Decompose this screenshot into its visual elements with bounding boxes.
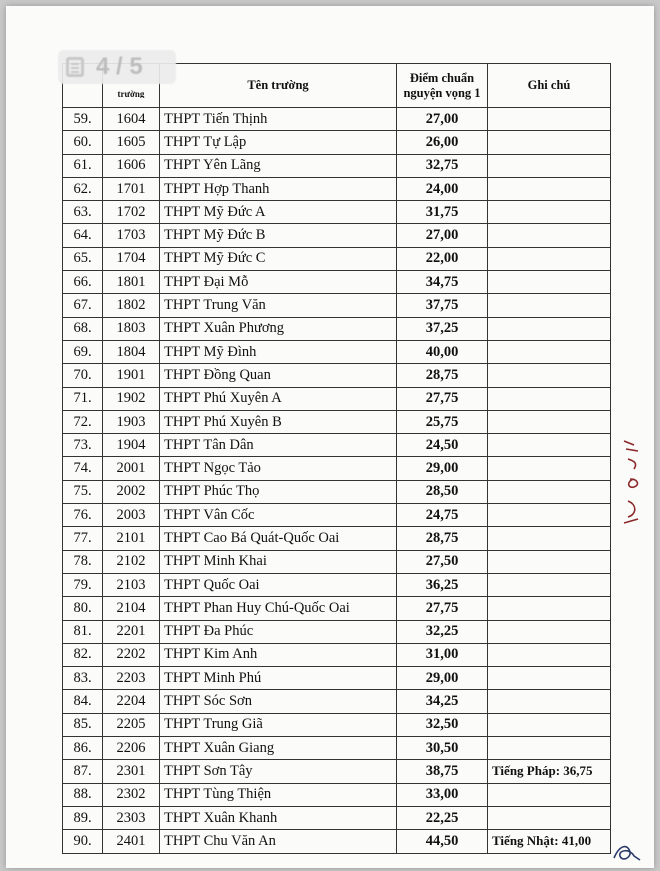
cell-school-code: 1801 [103, 271, 160, 294]
cell-school-name: THPT Phú Xuyên A [160, 387, 397, 410]
cell-school-code: 1605 [103, 131, 160, 154]
table-row [63, 573, 611, 596]
cell-stt: 81. [63, 620, 103, 643]
cell-score: 24,00 [397, 177, 488, 200]
cell-school-code: 1703 [103, 224, 160, 247]
cell-school-code: 1903 [103, 410, 160, 433]
table-row [63, 317, 611, 340]
cell-score: 44,50 [397, 830, 488, 853]
cell-score: 31,00 [397, 643, 488, 666]
cell-note [488, 480, 611, 503]
cell-school-name: THPT Tân Dân [160, 434, 397, 457]
cell-stt: 74. [63, 457, 103, 480]
cell-stt: 83. [63, 667, 103, 690]
cell-stt: 78. [63, 550, 103, 573]
document-icon [66, 57, 84, 77]
cell-score: 38,75 [397, 760, 488, 783]
cell-stt: 75. [63, 480, 103, 503]
cell-note [488, 783, 611, 806]
cell-school-name: THPT Sơn Tây [160, 760, 397, 783]
cell-score: 22,00 [397, 247, 488, 270]
cell-stt: 60. [63, 131, 103, 154]
cell-school-name: THPT Đồng Quan [160, 364, 397, 387]
cell-school-name: THPT Chu Văn An [160, 830, 397, 853]
cell-school-name: THPT Minh Phú [160, 667, 397, 690]
cell-school-code: 2003 [103, 504, 160, 527]
cell-stt: 69. [63, 340, 103, 363]
cell-score: 31,75 [397, 201, 488, 224]
cell-school-code: 2102 [103, 550, 160, 573]
cell-school-name: THPT Cao Bá Quát-Quốc Oai [160, 527, 397, 550]
cell-note [488, 504, 611, 527]
cell-score: 27,00 [397, 224, 488, 247]
cell-note [488, 108, 611, 131]
cell-note [488, 620, 611, 643]
cell-note [488, 667, 611, 690]
cell-note [488, 154, 611, 177]
cell-school-name: THPT Tùng Thiện [160, 783, 397, 806]
table-row [63, 364, 611, 387]
table-row [63, 201, 611, 224]
header-code-label: trường [117, 89, 145, 98]
cell-stt: 73. [63, 434, 103, 457]
cell-school-code: 1802 [103, 294, 160, 317]
cell-school-code: 2205 [103, 713, 160, 736]
table-row [63, 410, 611, 433]
cell-school-name: THPT Mỹ Đình [160, 340, 397, 363]
table-row [63, 457, 611, 480]
cell-school-name: THPT Trung Văn [160, 294, 397, 317]
table-row [63, 597, 611, 620]
cell-stt: 63. [63, 201, 103, 224]
cell-school-name: THPT Minh Khai [160, 550, 397, 573]
cell-stt: 62. [63, 177, 103, 200]
cell-stt: 61. [63, 154, 103, 177]
cell-school-name: THPT Phú Xuyên B [160, 410, 397, 433]
cell-stt: 64. [63, 224, 103, 247]
cell-stt: 86. [63, 737, 103, 760]
table-row [63, 760, 611, 783]
cell-note [488, 597, 611, 620]
cell-school-name: THPT Phan Huy Chú-Quốc Oai [160, 597, 397, 620]
cell-stt: 68. [63, 317, 103, 340]
header-score-line1: Điểm chuẩn [409, 70, 475, 85]
cell-school-code: 1904 [103, 434, 160, 457]
cell-score: 25,75 [397, 410, 488, 433]
cell-note: Tiếng Pháp: 36,75 [488, 760, 611, 783]
cell-school-code: 1702 [103, 201, 160, 224]
cell-stt: 79. [63, 573, 103, 596]
cell-note [488, 340, 611, 363]
table-row [63, 387, 611, 410]
cell-school-code: 1804 [103, 340, 160, 363]
table-row [63, 177, 611, 200]
table-row [63, 271, 611, 294]
cell-stt: 65. [63, 247, 103, 270]
table-row [63, 224, 611, 247]
cell-score: 28,50 [397, 480, 488, 503]
cell-stt: 82. [63, 643, 103, 666]
table-row [63, 690, 611, 713]
cell-school-code: 1901 [103, 364, 160, 387]
cell-stt: 85. [63, 713, 103, 736]
table-row [63, 340, 611, 363]
cell-stt: 84. [63, 690, 103, 713]
cell-stt: 76. [63, 504, 103, 527]
cell-school-name: THPT Ngọc Tảo [160, 457, 397, 480]
table-row [63, 713, 611, 736]
table-row [63, 294, 611, 317]
cell-school-code: 1604 [103, 108, 160, 131]
cell-school-name: THPT Phúc Thọ [160, 480, 397, 503]
cell-stt: 89. [63, 806, 103, 829]
cell-school-name: THPT Mỹ Đức C [160, 247, 397, 270]
table-row [63, 504, 611, 527]
cell-score: 27,50 [397, 550, 488, 573]
cell-school-code: 1803 [103, 317, 160, 340]
cell-school-code: 2203 [103, 667, 160, 690]
cell-stt: 71. [63, 387, 103, 410]
cell-school-code: 2206 [103, 737, 160, 760]
cell-school-code: 2201 [103, 620, 160, 643]
cell-school-name: THPT Xuân Khanh [160, 806, 397, 829]
cell-note [488, 410, 611, 433]
cell-score: 37,75 [397, 294, 488, 317]
cell-stt: 80. [63, 597, 103, 620]
cell-school-code: 2301 [103, 760, 160, 783]
cell-note [488, 177, 611, 200]
table-row [63, 434, 611, 457]
cell-score: 26,00 [397, 131, 488, 154]
cell-school-name: THPT Đa Phúc [160, 620, 397, 643]
cell-school-code: 2204 [103, 690, 160, 713]
initial-mark [610, 838, 646, 868]
header-school-name: Tên trường [160, 64, 397, 108]
cell-school-code: 2001 [103, 457, 160, 480]
cell-school-code: 2302 [103, 783, 160, 806]
cell-score: 37,25 [397, 317, 488, 340]
cell-school-code: 2303 [103, 806, 160, 829]
cell-score: 24,50 [397, 434, 488, 457]
cell-score: 33,00 [397, 783, 488, 806]
table-row [63, 154, 611, 177]
cell-school-code: 1704 [103, 247, 160, 270]
page-indicator-text: 4 / 5 [96, 53, 143, 80]
cell-stt: 70. [63, 364, 103, 387]
cell-score: 32,75 [397, 154, 488, 177]
table-row [63, 108, 611, 131]
cell-stt: 66. [63, 271, 103, 294]
cell-note [488, 364, 611, 387]
cell-school-code: 1606 [103, 154, 160, 177]
cell-score: 24,75 [397, 504, 488, 527]
table-row [63, 783, 611, 806]
table-row [63, 806, 611, 829]
cell-note [488, 527, 611, 550]
cell-school-name: THPT Vân Cốc [160, 504, 397, 527]
cell-note [488, 550, 611, 573]
cell-score: 29,00 [397, 457, 488, 480]
table-row [63, 247, 611, 270]
cell-score: 34,75 [397, 271, 488, 294]
cell-stt: 90. [63, 830, 103, 853]
cell-school-name: THPT Xuân Phương [160, 317, 397, 340]
cell-school-name: THPT Yên Lãng [160, 154, 397, 177]
cell-score: 32,25 [397, 620, 488, 643]
cell-school-code: 1902 [103, 387, 160, 410]
page-indicator [58, 50, 176, 84]
cell-note [488, 271, 611, 294]
cell-school-name: THPT Mỹ Đức B [160, 224, 397, 247]
cell-note [488, 387, 611, 410]
cell-stt: 72. [63, 410, 103, 433]
cell-school-name: THPT Tiến Thịnh [160, 108, 397, 131]
cell-note [488, 457, 611, 480]
cell-school-code: 1701 [103, 177, 160, 200]
cell-stt: 59. [63, 108, 103, 131]
cell-school-name: THPT Trung Giã [160, 713, 397, 736]
cell-note [488, 737, 611, 760]
table-row [63, 131, 611, 154]
cell-score: 27,75 [397, 387, 488, 410]
cell-school-code: 2202 [103, 643, 160, 666]
margin-signature [618, 431, 650, 531]
cell-stt: 67. [63, 294, 103, 317]
table-row [63, 527, 611, 550]
cell-note [488, 434, 611, 457]
table-row [63, 643, 611, 666]
cell-school-code: 2101 [103, 527, 160, 550]
cell-score: 36,25 [397, 573, 488, 596]
cell-note [488, 201, 611, 224]
table-row [63, 737, 611, 760]
cell-note [488, 247, 611, 270]
cell-note [488, 131, 611, 154]
cell-score: 29,00 [397, 667, 488, 690]
cell-school-name: THPT Mỹ Đức A [160, 201, 397, 224]
cell-school-code: 2104 [103, 597, 160, 620]
cell-score: 30,50 [397, 737, 488, 760]
cell-note: Tiếng Nhật: 41,00 [488, 830, 611, 853]
cell-score: 22,25 [397, 806, 488, 829]
cell-note [488, 573, 611, 596]
header-score [397, 64, 488, 108]
cell-note [488, 294, 611, 317]
header-note: Ghi chú [488, 64, 611, 108]
document-page [6, 6, 654, 868]
cell-school-name: THPT Kim Anh [160, 643, 397, 666]
cell-school-name: THPT Tự Lập [160, 131, 397, 154]
cell-school-name: THPT Xuân Giang [160, 737, 397, 760]
cell-note [488, 224, 611, 247]
cell-score: 27,00 [397, 108, 488, 131]
header-score-line2: nguyện vọng 1 [403, 85, 481, 100]
table-row [63, 620, 611, 643]
table-row [63, 550, 611, 573]
cell-note [488, 690, 611, 713]
table-row [63, 830, 611, 853]
cell-score: 32,50 [397, 713, 488, 736]
cell-note [488, 806, 611, 829]
cell-school-name: THPT Sóc Sơn [160, 690, 397, 713]
cell-score: 28,75 [397, 364, 488, 387]
cell-school-name: THPT Hợp Thanh [160, 177, 397, 200]
cell-note [488, 713, 611, 736]
cell-score: 27,75 [397, 597, 488, 620]
table-row [63, 667, 611, 690]
cell-school-code: 2401 [103, 830, 160, 853]
cell-school-name: THPT Đại Mỗ [160, 271, 397, 294]
cell-school-name: THPT Quốc Oai [160, 573, 397, 596]
table-row [63, 480, 611, 503]
cell-note [488, 643, 611, 666]
cell-stt: 88. [63, 783, 103, 806]
cell-stt: 77. [63, 527, 103, 550]
cell-score: 34,25 [397, 690, 488, 713]
cell-school-code: 2103 [103, 573, 160, 596]
cell-stt: 87. [63, 760, 103, 783]
cell-score: 28,75 [397, 527, 488, 550]
cell-school-code: 2002 [103, 480, 160, 503]
admission-scores-table [62, 63, 611, 854]
cell-score: 40,00 [397, 340, 488, 363]
cell-note [488, 317, 611, 340]
